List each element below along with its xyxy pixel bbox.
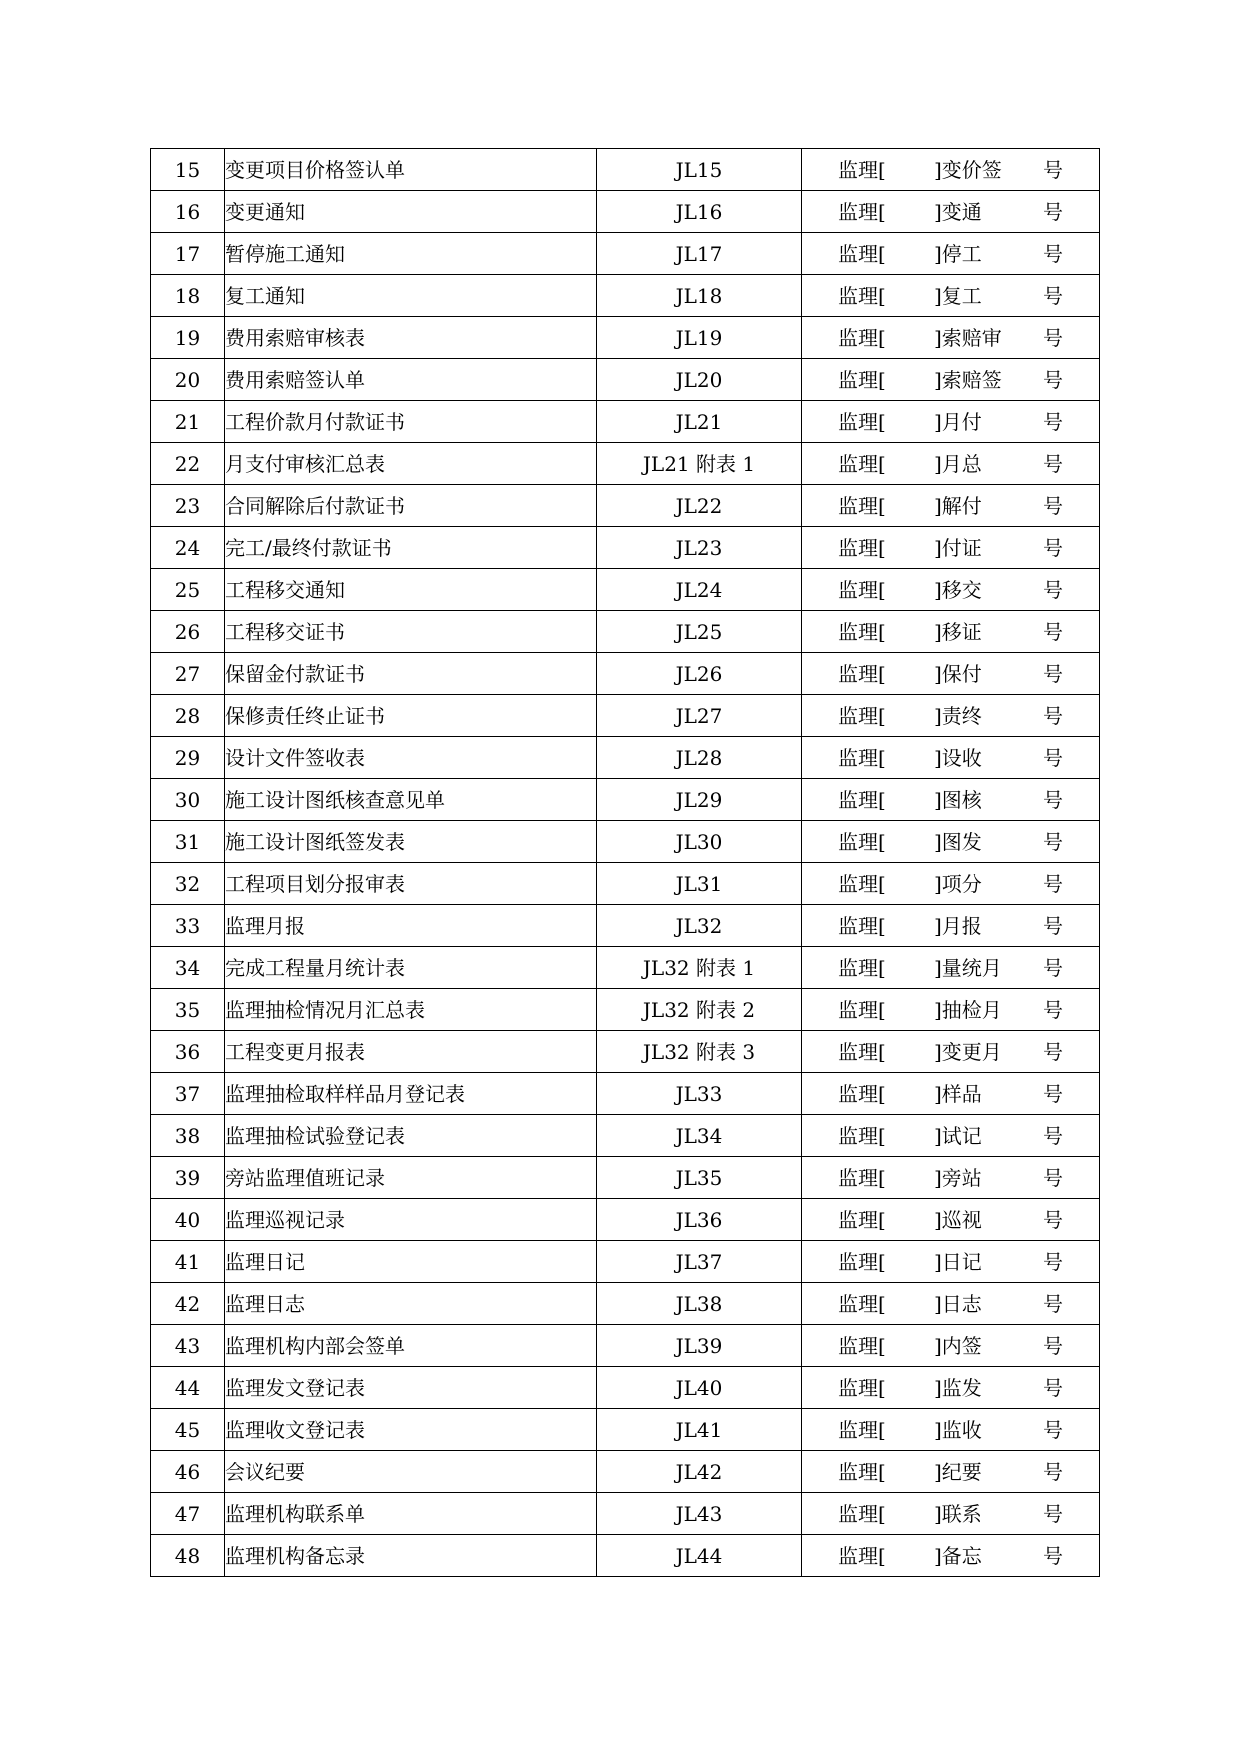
table-row [151, 905, 1100, 947]
table-row [151, 737, 1100, 779]
form-code: JL15 [597, 149, 802, 191]
ref-kind: ]日记 [934, 1249, 982, 1274]
form-code: JL21 附表 1 [597, 443, 802, 485]
form-code: JL34 [597, 1115, 802, 1157]
ref-kind: ]图核 [934, 787, 982, 812]
ref-prefix: 监理[ [838, 283, 886, 308]
table-row [151, 863, 1100, 905]
ref-suffix: 号 [1043, 1165, 1063, 1190]
ref-kind: ]月付 [934, 409, 982, 434]
ref-prefix: 监理[ [838, 1249, 886, 1274]
ref-prefix: 监理[ [838, 451, 886, 476]
table-row [151, 1451, 1100, 1493]
ref-suffix: 号 [1043, 1081, 1063, 1106]
ref-kind: ]抽检月 [934, 997, 1002, 1022]
row-number: 44 [151, 1367, 225, 1409]
row-number: 19 [151, 317, 225, 359]
table-row [151, 1241, 1100, 1283]
ref-prefix: 监理[ [838, 1123, 886, 1148]
ref-prefix: 监理[ [838, 745, 886, 770]
row-number: 18 [151, 275, 225, 317]
ref-kind: ]旁站 [934, 1165, 982, 1190]
ref-prefix: 监理[ [838, 829, 886, 854]
ref-suffix: 号 [1043, 829, 1063, 854]
ref-prefix: 监理[ [838, 1375, 886, 1400]
ref-prefix: 监理[ [838, 325, 886, 350]
ref-suffix: 号 [1043, 1375, 1063, 1400]
form-code: JL32 附表 2 [597, 989, 802, 1031]
form-code: JL22 [597, 485, 802, 527]
row-number: 31 [151, 821, 225, 863]
form-name: 监理发文登记表 [225, 1367, 597, 1409]
form-name: 监理抽检取样样品月登记表 [225, 1073, 597, 1115]
row-number: 25 [151, 569, 225, 611]
form-code: JL30 [597, 821, 802, 863]
document-number-format [802, 947, 1100, 989]
ref-prefix: 监理[ [838, 1417, 886, 1442]
form-code: JL21 [597, 401, 802, 443]
form-code: JL42 [597, 1451, 802, 1493]
document-number-format [802, 1241, 1100, 1283]
document-number-format [802, 485, 1100, 527]
ref-kind: ]量统月 [934, 955, 1002, 980]
ref-suffix: 号 [1043, 703, 1063, 728]
table-row [151, 401, 1100, 443]
ref-kind: ]变通 [934, 199, 982, 224]
row-number: 20 [151, 359, 225, 401]
ref-prefix: 监理[ [838, 955, 886, 980]
ref-suffix: 号 [1043, 199, 1063, 224]
ref-suffix: 号 [1043, 409, 1063, 434]
ref-kind: ]变更月 [934, 1039, 1002, 1064]
document-number-format [802, 191, 1100, 233]
row-number: 33 [151, 905, 225, 947]
document-number-format [802, 611, 1100, 653]
table-row [151, 1199, 1100, 1241]
ref-prefix: 监理[ [838, 619, 886, 644]
ref-prefix: 监理[ [838, 661, 886, 686]
form-code: JL28 [597, 737, 802, 779]
ref-suffix: 号 [1043, 493, 1063, 518]
ref-prefix: 监理[ [838, 1165, 886, 1190]
document-number-format [802, 1157, 1100, 1199]
form-code: JL25 [597, 611, 802, 653]
row-number: 42 [151, 1283, 225, 1325]
ref-suffix: 号 [1043, 661, 1063, 686]
ref-suffix: 号 [1043, 1417, 1063, 1442]
row-number: 48 [151, 1535, 225, 1577]
table-row [151, 359, 1100, 401]
ref-prefix: 监理[ [838, 997, 886, 1022]
row-number: 28 [151, 695, 225, 737]
ref-suffix: 号 [1043, 1333, 1063, 1358]
table-row [151, 149, 1100, 191]
form-code: JL38 [597, 1283, 802, 1325]
ref-suffix: 号 [1043, 535, 1063, 560]
ref-kind: ]索赔审 [934, 325, 1002, 350]
document-number-format [802, 1115, 1100, 1157]
form-name: 监理机构联系单 [225, 1493, 597, 1535]
ref-prefix: 监理[ [838, 871, 886, 896]
ref-suffix: 号 [1043, 997, 1063, 1022]
document-number-format [802, 317, 1100, 359]
document-number-format [802, 1367, 1100, 1409]
row-number: 38 [151, 1115, 225, 1157]
form-name: 工程移交通知 [225, 569, 597, 611]
form-name: 会议纪要 [225, 1451, 597, 1493]
form-code: JL40 [597, 1367, 802, 1409]
row-number: 36 [151, 1031, 225, 1073]
row-number: 39 [151, 1157, 225, 1199]
form-name: 变更项目价格签认单 [225, 149, 597, 191]
ref-kind: ]备忘 [934, 1543, 982, 1568]
row-number: 16 [151, 191, 225, 233]
ref-kind: ]巡视 [934, 1207, 982, 1232]
form-code: JL31 [597, 863, 802, 905]
form-name: 工程价款月付款证书 [225, 401, 597, 443]
document-number-format [802, 1535, 1100, 1577]
ref-prefix: 监理[ [838, 199, 886, 224]
row-number: 26 [151, 611, 225, 653]
document-number-format [802, 779, 1100, 821]
row-number: 32 [151, 863, 225, 905]
form-code: JL17 [597, 233, 802, 275]
table-row [151, 485, 1100, 527]
form-name: 监理巡视记录 [225, 1199, 597, 1241]
row-number: 30 [151, 779, 225, 821]
ref-kind: ]付证 [934, 535, 982, 560]
ref-suffix: 号 [1043, 871, 1063, 896]
ref-prefix: 监理[ [838, 787, 886, 812]
document-number-format [802, 1409, 1100, 1451]
document-number-format [802, 527, 1100, 569]
form-name: 费用索赔审核表 [225, 317, 597, 359]
table-row [151, 569, 1100, 611]
form-name: 完工/最终付款证书 [225, 527, 597, 569]
ref-suffix: 号 [1043, 1039, 1063, 1064]
ref-kind: ]样品 [934, 1081, 982, 1106]
form-name: 保修责任终止证书 [225, 695, 597, 737]
row-number: 46 [151, 1451, 225, 1493]
row-number: 17 [151, 233, 225, 275]
form-name: 监理月报 [225, 905, 597, 947]
document-number-format [802, 1493, 1100, 1535]
ref-suffix: 号 [1043, 1207, 1063, 1232]
row-number: 45 [151, 1409, 225, 1451]
table-row [151, 1031, 1100, 1073]
table-row [151, 1283, 1100, 1325]
document-number-format [802, 443, 1100, 485]
ref-kind: ]试记 [934, 1123, 982, 1148]
document-number-format [802, 863, 1100, 905]
ref-suffix: 号 [1043, 955, 1063, 980]
table-row [151, 443, 1100, 485]
table-row [151, 989, 1100, 1031]
ref-kind: ]日志 [934, 1291, 982, 1316]
form-code: JL41 [597, 1409, 802, 1451]
document-number-format [802, 1073, 1100, 1115]
form-name: 监理抽检情况月汇总表 [225, 989, 597, 1031]
row-number: 34 [151, 947, 225, 989]
form-name: 监理收文登记表 [225, 1409, 597, 1451]
ref-prefix: 监理[ [838, 1501, 886, 1526]
ref-kind: ]索赔签 [934, 367, 1002, 392]
document-number-format [802, 989, 1100, 1031]
document-number-format [802, 905, 1100, 947]
table-row [151, 233, 1100, 275]
ref-prefix: 监理[ [838, 1459, 886, 1484]
ref-prefix: 监理[ [838, 241, 886, 266]
ref-suffix: 号 [1043, 325, 1063, 350]
table-row [151, 947, 1100, 989]
ref-suffix: 号 [1043, 1459, 1063, 1484]
table-row [151, 275, 1100, 317]
form-code: JL26 [597, 653, 802, 695]
ref-kind: ]变价签 [934, 157, 1002, 182]
ref-kind: ]保付 [934, 661, 982, 686]
ref-prefix: 监理[ [838, 577, 886, 602]
form-code: JL27 [597, 695, 802, 737]
table-row [151, 1367, 1100, 1409]
ref-prefix: 监理[ [838, 535, 886, 560]
form-name: 保留金付款证书 [225, 653, 597, 695]
ref-suffix: 号 [1043, 1543, 1063, 1568]
form-code: JL33 [597, 1073, 802, 1115]
form-code: JL37 [597, 1241, 802, 1283]
ref-kind: ]设收 [934, 745, 982, 770]
form-name: 暂停施工通知 [225, 233, 597, 275]
form-name: 施工设计图纸签发表 [225, 821, 597, 863]
ref-kind: ]月总 [934, 451, 982, 476]
ref-prefix: 监理[ [838, 157, 886, 182]
ref-suffix: 号 [1043, 1291, 1063, 1316]
document-number-format [802, 1031, 1100, 1073]
table-row [151, 653, 1100, 695]
ref-kind: ]停工 [934, 241, 982, 266]
table-row [151, 611, 1100, 653]
form-code: JL19 [597, 317, 802, 359]
document-number-format [802, 1199, 1100, 1241]
ref-kind: ]解付 [934, 493, 982, 518]
form-name: 工程项目划分报审表 [225, 863, 597, 905]
table-row [151, 1115, 1100, 1157]
form-code: JL35 [597, 1157, 802, 1199]
ref-suffix: 号 [1043, 367, 1063, 392]
table-row [151, 1535, 1100, 1577]
table-row [151, 1073, 1100, 1115]
form-name: 设计文件签收表 [225, 737, 597, 779]
ref-prefix: 监理[ [838, 1543, 886, 1568]
row-number: 22 [151, 443, 225, 485]
ref-prefix: 监理[ [838, 409, 886, 434]
ref-kind: ]图发 [934, 829, 982, 854]
ref-kind: ]月报 [934, 913, 982, 938]
document-number-format [802, 359, 1100, 401]
ref-suffix: 号 [1043, 1249, 1063, 1274]
form-list-table [150, 148, 1100, 1577]
table-row [151, 191, 1100, 233]
form-name: 工程移交证书 [225, 611, 597, 653]
ref-suffix: 号 [1043, 787, 1063, 812]
ref-suffix: 号 [1043, 1501, 1063, 1526]
row-number: 21 [151, 401, 225, 443]
document-number-format [802, 401, 1100, 443]
ref-kind: ]监发 [934, 1375, 982, 1400]
form-code: JL36 [597, 1199, 802, 1241]
form-name: 月支付审核汇总表 [225, 443, 597, 485]
document-number-format [802, 695, 1100, 737]
ref-suffix: 号 [1043, 913, 1063, 938]
table-row [151, 1493, 1100, 1535]
row-number: 41 [151, 1241, 225, 1283]
ref-kind: ]联系 [934, 1501, 982, 1526]
ref-kind: ]纪要 [934, 1459, 982, 1484]
form-name: 监理抽检试验登记表 [225, 1115, 597, 1157]
ref-kind: ]项分 [934, 871, 982, 896]
row-number: 35 [151, 989, 225, 1031]
ref-prefix: 监理[ [838, 1039, 886, 1064]
form-code: JL43 [597, 1493, 802, 1535]
ref-prefix: 监理[ [838, 1081, 886, 1106]
row-number: 27 [151, 653, 225, 695]
document-number-format [802, 1283, 1100, 1325]
table-row [151, 1409, 1100, 1451]
ref-prefix: 监理[ [838, 1291, 886, 1316]
document-number-format [802, 569, 1100, 611]
form-code: JL23 [597, 527, 802, 569]
form-name: 监理日记 [225, 1241, 597, 1283]
ref-kind: ]复工 [934, 283, 982, 308]
ref-suffix: 号 [1043, 577, 1063, 602]
form-name: 变更通知 [225, 191, 597, 233]
ref-suffix: 号 [1043, 745, 1063, 770]
form-code: JL32 [597, 905, 802, 947]
document-number-format [802, 233, 1100, 275]
form-code: JL20 [597, 359, 802, 401]
row-number: 37 [151, 1073, 225, 1115]
form-name: 费用索赔签认单 [225, 359, 597, 401]
table-row [151, 1157, 1100, 1199]
form-code: JL29 [597, 779, 802, 821]
row-number: 43 [151, 1325, 225, 1367]
form-name: 监理机构备忘录 [225, 1535, 597, 1577]
table-row [151, 695, 1100, 737]
form-code: JL39 [597, 1325, 802, 1367]
table-row [151, 317, 1100, 359]
ref-suffix: 号 [1043, 241, 1063, 266]
ref-suffix: 号 [1043, 451, 1063, 476]
ref-prefix: 监理[ [838, 913, 886, 938]
ref-prefix: 监理[ [838, 703, 886, 728]
form-name: 监理机构内部会签单 [225, 1325, 597, 1367]
row-number: 24 [151, 527, 225, 569]
form-name: 合同解除后付款证书 [225, 485, 597, 527]
ref-kind: ]内签 [934, 1333, 982, 1358]
document-number-format [802, 737, 1100, 779]
table-body [151, 149, 1100, 1577]
ref-suffix: 号 [1043, 157, 1063, 182]
ref-prefix: 监理[ [838, 1333, 886, 1358]
row-number: 15 [151, 149, 225, 191]
ref-kind: ]移交 [934, 577, 982, 602]
ref-suffix: 号 [1043, 283, 1063, 308]
form-code: JL16 [597, 191, 802, 233]
ref-prefix: 监理[ [838, 1207, 886, 1232]
form-code: JL18 [597, 275, 802, 317]
form-code: JL32 附表 1 [597, 947, 802, 989]
row-number: 47 [151, 1493, 225, 1535]
ref-kind: ]监收 [934, 1417, 982, 1442]
form-name: 工程变更月报表 [225, 1031, 597, 1073]
ref-kind: ]移证 [934, 619, 982, 644]
table-row [151, 527, 1100, 569]
table-row [151, 821, 1100, 863]
form-code: JL44 [597, 1535, 802, 1577]
ref-prefix: 监理[ [838, 493, 886, 518]
table-row [151, 779, 1100, 821]
form-name: 监理日志 [225, 1283, 597, 1325]
ref-prefix: 监理[ [838, 367, 886, 392]
form-name: 旁站监理值班记录 [225, 1157, 597, 1199]
row-number: 23 [151, 485, 225, 527]
ref-suffix: 号 [1043, 619, 1063, 644]
form-code: JL24 [597, 569, 802, 611]
table-row [151, 1325, 1100, 1367]
form-name: 复工通知 [225, 275, 597, 317]
form-name: 施工设计图纸核查意见单 [225, 779, 597, 821]
document-number-format [802, 275, 1100, 317]
document-number-format [802, 821, 1100, 863]
form-code: JL32 附表 3 [597, 1031, 802, 1073]
document-number-format [802, 653, 1100, 695]
document-number-format [802, 1451, 1100, 1493]
ref-kind: ]责终 [934, 703, 982, 728]
form-name: 完成工程量月统计表 [225, 947, 597, 989]
document-number-format [802, 149, 1100, 191]
ref-suffix: 号 [1043, 1123, 1063, 1148]
row-number: 29 [151, 737, 225, 779]
row-number: 40 [151, 1199, 225, 1241]
document-number-format [802, 1325, 1100, 1367]
